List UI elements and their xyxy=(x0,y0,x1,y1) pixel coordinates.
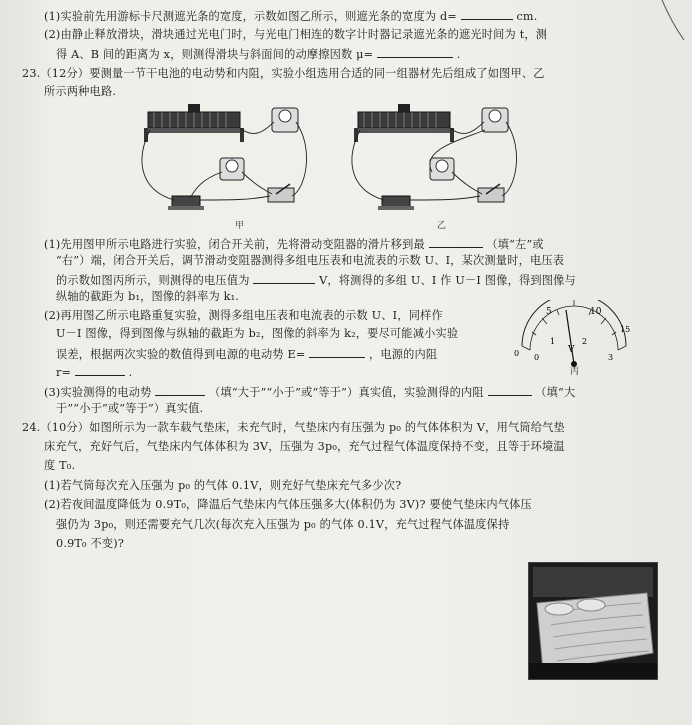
q24-part1: (1)若气筒每次充入压强为 p₀ 的气体 0.1V，则充好气垫床充气多少次? xyxy=(44,479,402,492)
page-corner-curl xyxy=(656,0,686,40)
circuit-jia xyxy=(142,104,307,210)
dial-label-2: 2 xyxy=(582,337,588,346)
q22-line3-end: . xyxy=(456,48,461,61)
q23-part3-line1-mid: （填“大于”“小于”或“等于”）真实值，实验测得的内阻 xyxy=(209,386,484,399)
figure-label-bing: 丙 xyxy=(570,367,580,377)
circuit-yi xyxy=(352,104,517,210)
q22-line1-end: cm. xyxy=(516,10,538,23)
dial-label-10: 10 xyxy=(590,307,602,317)
q23-part2-line3 xyxy=(56,346,437,362)
q22-line3-text: 得 A、B 间的距离为 x，则测得滑块与斜面间的动摩擦因数 μ= xyxy=(56,48,374,61)
q24-stem-3: 度 T₀. xyxy=(44,459,76,472)
q24-part2-line2: 强仍为 3p₀，则还需要充气几次(每次充入压强为 p₀ 的气体 0.1V，充气过程气体温度保持 xyxy=(56,518,510,531)
q23-part2-line2: U－I 图像，得到图像与纵轴的截距为 b₂，图像的斜率为 k₂，要尽可能减小实验 xyxy=(56,327,459,340)
dial-label-15: 15 xyxy=(620,325,631,334)
q23-part2-line1: (2)再用图乙所示电路重复实验，测得多组电压表和电流表的示数 U、I，同样作 xyxy=(44,309,443,322)
q24-part2-line3: 0.9T₀ 不变)? xyxy=(56,537,125,550)
q24-part2-line1: (2)若夜间温度降低为 0.9T₀，降温后气垫床内气体压强多大(体积仍为 3V)? 要使气垫床内气体压 xyxy=(44,498,532,511)
dial-unit: V xyxy=(568,345,575,355)
answer-blank-resistance[interactable] xyxy=(75,364,125,376)
q23-part2-line3-end: ，电源的内阻 xyxy=(368,348,438,361)
q23-part2-line4-end: . xyxy=(128,366,133,379)
q23-part3-line1-text: (3)实验测得的电动势 xyxy=(44,386,152,399)
q23-part2-line3-text: 误差，根据两次实验的数值得到电源的电动势 E= xyxy=(56,348,306,361)
answer-blank-mu[interactable] xyxy=(377,46,453,58)
answer-blank-r-compare[interactable] xyxy=(488,384,532,396)
dial-label-3: 3 xyxy=(608,353,614,362)
q23-part3-line1-end: （填“大 xyxy=(535,386,576,399)
q22-line1 xyxy=(44,8,538,24)
answer-blank-voltage[interactable] xyxy=(253,272,315,284)
q24-stem-1: 24.（10分）如图所示为一款车载气垫床，未充气时，气垫床内有压强为 p₀ 的气体体积为 V，用气筒给气垫 xyxy=(22,421,565,434)
q23-part2-line4-text: r= xyxy=(56,366,72,379)
q23-part1-line3 xyxy=(56,272,576,288)
q23-stem-2: 所示两种电路. xyxy=(44,85,117,98)
dial-label-0-inner: 0 xyxy=(534,353,540,362)
q23-part1-line1 xyxy=(44,236,544,252)
q23-part3-line1 xyxy=(44,384,575,400)
answer-blank-slider-end[interactable] xyxy=(429,236,483,248)
q22-line3 xyxy=(56,46,461,62)
figure-label-yi: 乙 xyxy=(437,221,447,231)
q23-part1-line4: 纵轴的截距为 b₁，图像的斜率为 k₁. xyxy=(56,290,240,303)
dial-label-0-outer: 0 xyxy=(514,349,520,358)
q23-part3-line2: 于”“小于”或“等于”）真实值. xyxy=(56,402,204,415)
q23-part1-line3-text: 的示数如图丙所示，则测得的电压值为 xyxy=(56,274,250,287)
dial-label-1: 1 xyxy=(550,337,556,346)
q22-line2: (2)由静止释放滑块，滑块通过光电门时，与光电门相连的数字计时器记录遮光条的遮光时间为 t，测 xyxy=(44,28,548,41)
q22-line1-text: (1)实验前先用游标卡尺测遮光条的宽度，示数如图乙所示，则遮光条的宽度为 d= xyxy=(44,10,457,23)
q23-stem-1: 23.（12分）要测量一节干电池的电动势和内阻，实验小组选用合适的同一组器材先后组成了如图甲、乙 xyxy=(22,67,545,80)
q23-part1-line1-text: (1)先用图甲所示电路进行实验，闭合开关前，先将滑动变阻器的滑片移到最 xyxy=(44,238,425,251)
q23-part2-line4 xyxy=(56,364,132,380)
air-mattress-photo xyxy=(528,562,658,680)
q24-stem-2: 床充气，充好气后，气垫床内气体体积为 3V，压强为 3p₀，充气过程气体温度保持不变，且等于环境温 xyxy=(44,440,565,453)
dial-needle xyxy=(566,310,574,364)
q23-part1-line1-end: （填“左”或 xyxy=(486,238,544,251)
answer-blank-emf-compare[interactable] xyxy=(155,384,205,396)
figure-label-jia: 甲 xyxy=(235,221,245,231)
circuit-figures xyxy=(130,100,580,228)
answer-blank-emf[interactable] xyxy=(309,346,365,358)
q23-part1-line3-end: V，将测得的多组 U、I 作 U－I 图像，得到图像与 xyxy=(319,274,576,287)
dial-label-5: 5 xyxy=(546,307,552,317)
q23-part1-line2: “右”）端，闭合开关后，调节滑动变阻器测得多组电压表和电流表的示数 U、I，某次测量时，电压表 xyxy=(56,254,565,267)
answer-blank-d[interactable] xyxy=(461,8,513,20)
